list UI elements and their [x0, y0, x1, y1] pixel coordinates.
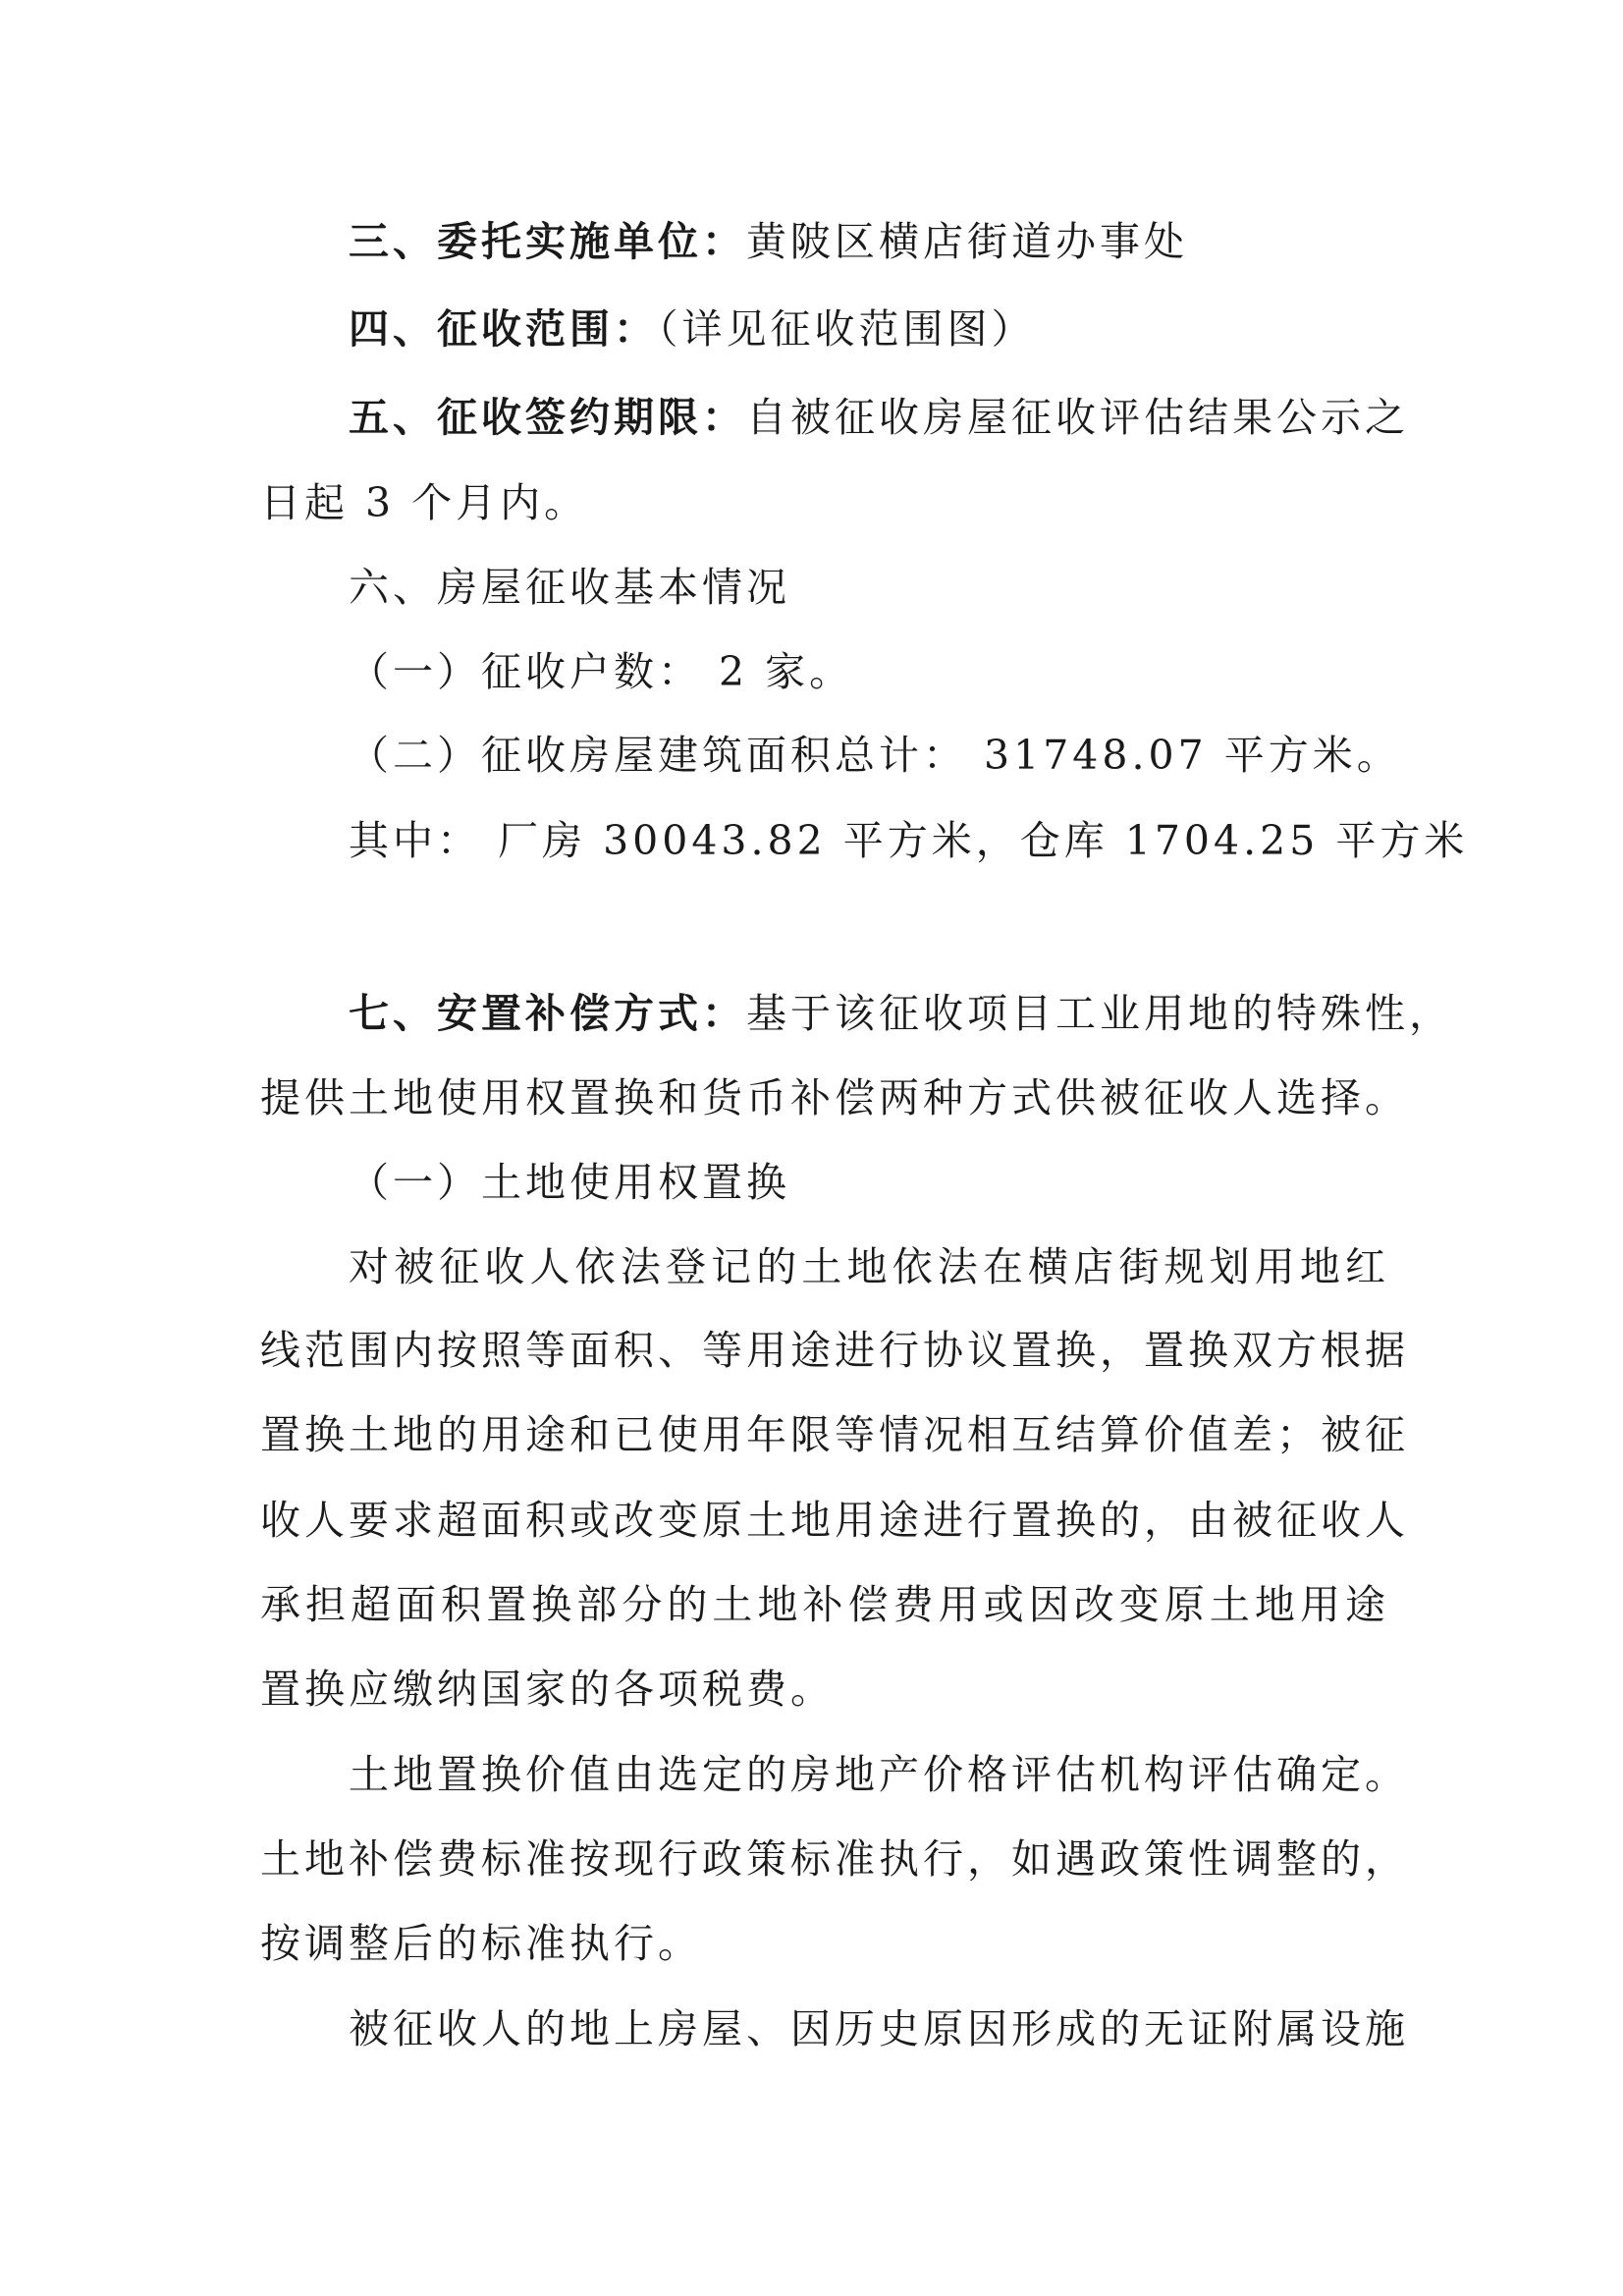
section-7-sub-1: （一）土地使用权置换	[349, 1159, 790, 1206]
section-5	[349, 390, 1409, 445]
section-3	[349, 214, 1389, 269]
section-6-item-1: （一）征收户数： 2 家。	[349, 648, 854, 695]
section-3-text: 黄陂区横店街道办事处	[746, 218, 1188, 265]
section-6-heading-text: 六、房屋征收基本情况	[349, 564, 790, 611]
paragraph-2-line: 土地置换价值由选定的房地产价格评估机构评估确定。	[349, 1751, 1409, 1798]
section-7-heading: 七、安置补偿方式：	[349, 990, 746, 1037]
section-5-heading: 五、征收签约期限：	[349, 394, 746, 441]
section-5-text: 自被征收房屋征收评估结果公示之	[746, 394, 1409, 441]
paragraph-3-line: 被征收人的地上房屋、因历史原因形成的无证附属设施	[349, 2005, 1409, 2052]
paragraph-1-line: 线范围内按照等面积、等用途进行协议置换，置换双方根据	[260, 1327, 1409, 1374]
paragraph-1-line: 收人要求超面积或改变原土地用途进行置换的，由被征收人	[260, 1497, 1409, 1544]
paragraph-1-line: 对被征收人依法登记的土地依法在横店街规划用地红	[349, 1243, 1389, 1290]
section-6-item-2: （二）征收房屋建筑面积总计： 31748.07 平方米。	[349, 732, 1401, 779]
section-6-item-3: 其中： 厂房 30043.82 平方米，仓库 1704.25 平方米	[349, 817, 1469, 864]
section-3-heading: 三、委托实施单位：	[349, 218, 746, 265]
paragraph-2-line: 土地补偿费标准按现行政策标准执行，如遇政策性调整的，	[260, 1835, 1409, 1883]
section-5-continued: 日起 3 个月内。	[260, 479, 589, 526]
section-4-text: （详见征收范围图）	[658, 305, 1036, 353]
paragraph-1-line: 承担超面积置换部分的土地补偿费用或因改变原土地用途	[260, 1581, 1389, 1628]
section-7-text: 基于该征收项目工业用地的特殊性，	[746, 990, 1453, 1037]
paragraph-2-line: 按调整后的标准执行。	[260, 1920, 702, 1967]
section-6-heading	[349, 560, 1389, 615]
paragraph-1-line: 置换应缴纳国家的各项税费。	[260, 1666, 835, 1713]
section-7-line-2: 提供土地使用权置换和货币补偿两种方式供被征收人选择。	[260, 1074, 1409, 1121]
section-4-heading: 四、征收范围：	[349, 305, 658, 353]
section-7	[349, 986, 1453, 1041]
section-4	[349, 301, 1389, 356]
paragraph-1-line: 置换土地的用途和已使用年限等情况相互结算价值差；被征	[260, 1411, 1409, 1458]
